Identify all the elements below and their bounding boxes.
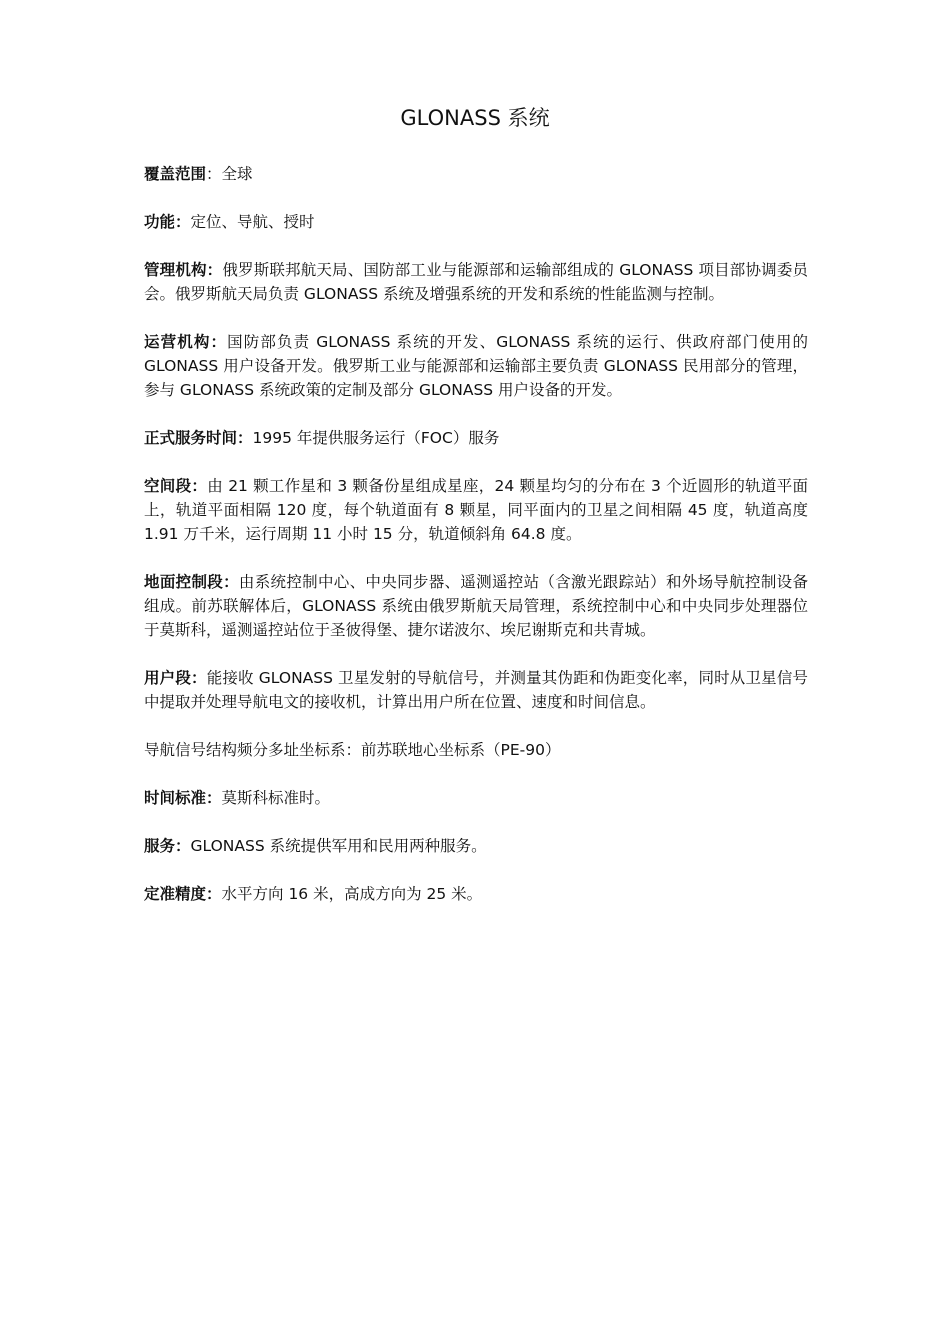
paragraph-accuracy	[144, 882, 808, 906]
paragraph-service-time	[144, 426, 808, 450]
paragraph-operation	[144, 330, 808, 402]
document-body	[144, 162, 808, 930]
paragraph-text: GLONASS 系统提供军用和民用两种服务。	[190, 837, 487, 855]
paragraph-label: 正式服务时间：	[144, 429, 253, 447]
paragraph-text: 能接收 GLONASS 卫星发射的导航信号，并测量其伪距和伪距变化率，同时从卫星信号中提取并处理导航电文的接收机，计算出用户所在位置、速度和时间信息。	[144, 669, 808, 711]
paragraph-ground-segment	[144, 570, 808, 642]
paragraph-label: 用户段：	[144, 669, 207, 687]
paragraph-coverage	[144, 162, 808, 186]
paragraph-label: 定准精度：	[144, 885, 222, 903]
paragraph-text: 1995 年提供服务运行（FOC）服务	[252, 429, 500, 447]
paragraph-coordinate-system	[144, 738, 808, 762]
paragraph-time-standard	[144, 786, 808, 810]
paragraph-space-segment	[144, 474, 808, 546]
document-title: GLONASS 系统	[400, 106, 550, 130]
paragraph-text: 全球	[221, 165, 253, 183]
paragraph-management	[144, 258, 808, 306]
paragraph-text: 水平方向 16 米，高成方向为 25 米。	[221, 885, 483, 903]
paragraph-text: 导航信号结构频分多址坐标系：前苏联地心坐标系（PE-90）	[144, 741, 561, 759]
paragraph-function	[144, 210, 808, 234]
paragraph-text: 莫斯科标准时。	[221, 789, 331, 807]
paragraph-label: 时间标准：	[144, 789, 222, 807]
paragraph-label: 管理机构：	[144, 261, 223, 279]
paragraph-label: 覆盖范围	[144, 165, 207, 183]
paragraph-user-segment	[144, 666, 808, 714]
paragraph-text: 国防部负责 GLONASS 系统的开发、GLONASS 系统的运行、供政府部门使用的 GLONASS 用户设备开发。俄罗斯工业与能源部和运输部主要负责 GLONASS 民用部分的管理，参与 GLONASS 系统政策的定制及部分 GLONASS 用户设备的开发。	[144, 333, 808, 399]
paragraph-text: 由系统控制中心、中央同步器、遥测遥控站（含激光跟踪站）和外场导航控制设备组成。前苏联解体后，GLONASS 系统由俄罗斯航天局管理，系统控制中心和中央同步处理器位于莫斯科，遥测遥控站位于圣彼得堡、捷尔诺波尔、埃尼谢斯克和共青城。	[144, 573, 808, 639]
paragraph-label: 运营机构：	[144, 333, 228, 351]
paragraph-label: 地面控制段：	[144, 573, 239, 591]
paragraph-separator: ：	[206, 165, 222, 183]
paragraph-text: 由 21 颗工作星和 3 颗备份星组成星座，24 颗星均匀的分布在 3 个近圆形的轨道平面上，轨道平面相隔 120 度，每个轨道面有 8 颗星，同平面内的卫星之间相隔 45 度，轨道高度 1.91 万千米，运行周期 11 小时 15 分，轨道倾斜角 64.8 度。	[144, 477, 808, 543]
paragraph-text: 定位、导航、授时	[190, 213, 315, 231]
paragraph-label: 空间段：	[144, 477, 208, 495]
paragraph-service	[144, 834, 808, 858]
paragraph-label: 服务：	[144, 837, 191, 855]
paragraph-label: 功能：	[144, 213, 191, 231]
paragraph-text: 俄罗斯联邦航天局、国防部工业与能源部和运输部组成的 GLONASS 项目部协调委员会。俄罗斯航天局负责 GLONASS 系统及增强系统的开发和系统的性能监测与控制。	[144, 261, 808, 303]
